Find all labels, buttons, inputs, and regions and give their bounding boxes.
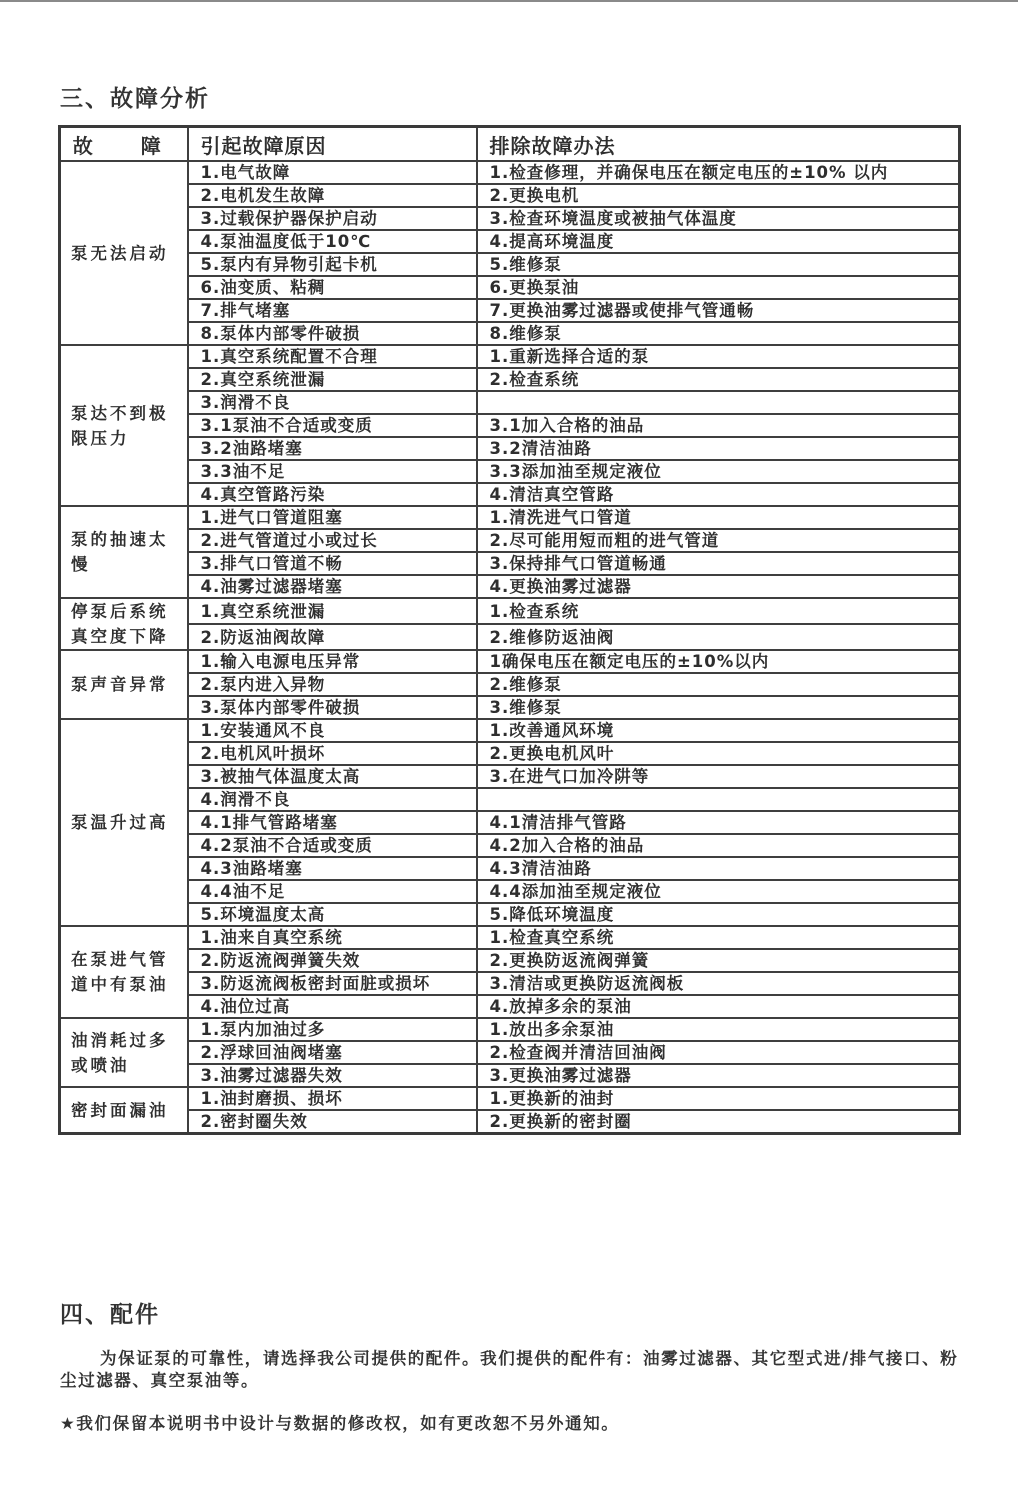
table-row	[60, 230, 960, 253]
cause-cell: 4.真空管路污染	[188, 483, 477, 506]
cause-cell: 1.油封磨损、损坏	[188, 1087, 477, 1110]
remedy-cell: 2.更换电机	[477, 184, 960, 207]
cause-cell: 4.润滑不良	[188, 788, 477, 811]
cause-cell: 2.电机发生故障	[188, 184, 477, 207]
cause-cell: 3.过载保护器保护启动	[188, 207, 477, 230]
cause-cell: 1.输入电源电压异常	[188, 650, 477, 673]
remedy-cell: 1.更换新的油封	[477, 1087, 960, 1110]
table-row	[60, 995, 960, 1018]
remedy-cell: 4.清洁真空管路	[477, 483, 960, 506]
fault-name-cell: 在泵进气管道中有泵油	[60, 926, 188, 1018]
cause-cell: 1.真空系统泄漏	[188, 598, 477, 624]
cause-cell: 3.排气口管道不畅	[188, 552, 477, 575]
table-row	[60, 437, 960, 460]
table-row	[60, 742, 960, 765]
cause-cell: 4.1排气管路堵塞	[188, 811, 477, 834]
remedy-cell: 4.1清洁排气管路	[477, 811, 960, 834]
table-row	[60, 788, 960, 811]
cause-cell: 3.泵体内部零件破损	[188, 696, 477, 719]
cause-cell: 3.防返流阀板密封面脏或损坏	[188, 972, 477, 995]
remedy-cell: 4.3清洁油路	[477, 857, 960, 880]
remedy-cell: 4.2加入合格的油品	[477, 834, 960, 857]
remedy-cell: 3.检查环境温度或被抽气体温度	[477, 207, 960, 230]
header-remedy: 排除故障办法	[477, 127, 960, 162]
cause-cell: 2.泵内进入异物	[188, 673, 477, 696]
cause-cell: 1.电气故障	[188, 161, 477, 184]
table-row	[60, 575, 960, 598]
table-row	[60, 184, 960, 207]
table-row	[60, 834, 960, 857]
remedy-cell	[477, 788, 960, 811]
table-row	[60, 529, 960, 552]
table-row	[60, 949, 960, 972]
remedy-cell: 5.降低环境温度	[477, 903, 960, 926]
fault-name-cell: 泵的抽速太慢	[60, 506, 188, 598]
remedy-cell: 1.重新选择合适的泵	[477, 345, 960, 368]
remedy-cell: 1.放出多余泵油	[477, 1018, 960, 1041]
table-body	[60, 161, 960, 1134]
cause-cell: 1.泵内加油过多	[188, 1018, 477, 1041]
cause-cell: 1.真空系统配置不合理	[188, 345, 477, 368]
cause-cell: 2.浮球回油阀堵塞	[188, 1041, 477, 1064]
cause-cell: 8.泵体内部零件破损	[188, 322, 477, 345]
cause-cell: 2.电机风叶损坏	[188, 742, 477, 765]
cause-cell: 4.3油路堵塞	[188, 857, 477, 880]
remedy-cell: 2.维修泵	[477, 673, 960, 696]
remedy-cell: 2.更换防返流阀弹簧	[477, 949, 960, 972]
header-cause: 引起故障原因	[188, 127, 477, 162]
cause-cell: 4.油雾过滤器堵塞	[188, 575, 477, 598]
table-row	[60, 414, 960, 437]
cause-cell: 4.油位过高	[188, 995, 477, 1018]
cause-cell: 3.油雾过滤器失效	[188, 1064, 477, 1087]
cause-cell: 3.润滑不良	[188, 391, 477, 414]
table-row	[60, 483, 960, 506]
remedy-cell: 7.更换油雾过滤器或使排气管通畅	[477, 299, 960, 322]
cause-cell: 2.真空系统泄漏	[188, 368, 477, 391]
fault-name-cell: 油消耗过多或喷油	[60, 1018, 188, 1087]
cause-cell: 3.2油路堵塞	[188, 437, 477, 460]
remedy-cell: 4.提高环境温度	[477, 230, 960, 253]
table-row	[60, 1087, 960, 1110]
cause-cell: 4.2泵油不合适或变质	[188, 834, 477, 857]
table-row	[60, 460, 960, 483]
remedy-cell: 2.维修防返油阀	[477, 624, 960, 650]
rights-notice: ★我们保留本说明书中设计与数据的修改权，如有更改恕不另外通知。	[60, 1414, 620, 1433]
section-title-fault-analysis: 三、故障分析	[60, 86, 210, 112]
remedy-cell: 3.1加入合格的油品	[477, 414, 960, 437]
table-row	[60, 322, 960, 345]
remedy-cell: 1.检查真空系统	[477, 926, 960, 949]
cause-cell: 2.防返流阀弹簧失效	[188, 949, 477, 972]
remedy-cell: 2.检查系统	[477, 368, 960, 391]
table-row	[60, 253, 960, 276]
table-row	[60, 903, 960, 926]
table-row	[60, 276, 960, 299]
remedy-cell: 1.清洗进气口管道	[477, 506, 960, 529]
page-top-rule	[0, 0, 1018, 2]
fault-name-cell: 泵声音异常	[60, 650, 188, 719]
table-row	[60, 765, 960, 788]
table-row	[60, 1018, 960, 1041]
cause-cell: 1.安装通风不良	[188, 719, 477, 742]
header-fault: 故 障	[60, 127, 188, 162]
table-row	[60, 299, 960, 322]
remedy-cell: 8.维修泵	[477, 322, 960, 345]
accessories-paragraph: 为保证泵的可靠性，请选择我公司提供的配件。我们提供的配件有：油雾过滤器、其它型式进/排气接口、粉尘过滤器、真空泵油等。	[60, 1349, 959, 1390]
table-row	[60, 1110, 960, 1134]
cause-cell: 2.进气管道过小或过长	[188, 529, 477, 552]
cause-cell: 4.泵油温度低于10℃	[188, 230, 477, 253]
remedy-cell: 3.清洁或更换防返流阀板	[477, 972, 960, 995]
fault-name-cell: 停泵后系统真空度下降	[60, 598, 188, 650]
remedy-cell: 4.4添加油至规定液位	[477, 880, 960, 903]
remedy-cell: 3.3添加油至规定液位	[477, 460, 960, 483]
table-row	[60, 598, 960, 624]
table-row	[60, 161, 960, 184]
cause-cell: 1.进气口管道阻塞	[188, 506, 477, 529]
cause-cell: 2.密封圈失效	[188, 1110, 477, 1134]
remedy-cell: 2.检查阀并清洁回油阀	[477, 1041, 960, 1064]
table-row	[60, 506, 960, 529]
table-row	[60, 1041, 960, 1064]
cause-cell: 4.4油不足	[188, 880, 477, 903]
table-row	[60, 1064, 960, 1087]
cause-cell: 3.3油不足	[188, 460, 477, 483]
table-row	[60, 391, 960, 414]
remedy-cell: 1.检查修理，并确保电压在额定电压的±10% 以内	[477, 161, 960, 184]
table-row	[60, 552, 960, 575]
cause-cell: 5.环境温度太高	[188, 903, 477, 926]
fault-name-cell: 泵无法启动	[60, 161, 188, 345]
cause-cell: 7.排气堵塞	[188, 299, 477, 322]
table-row	[60, 345, 960, 368]
table-row	[60, 368, 960, 391]
remedy-cell: 6.更换泵油	[477, 276, 960, 299]
remedy-cell: 4.更换油雾过滤器	[477, 575, 960, 598]
table-row	[60, 880, 960, 903]
remedy-cell: 2.更换新的密封圈	[477, 1110, 960, 1134]
remedy-cell: 3.更换油雾过滤器	[477, 1064, 960, 1087]
cause-cell: 6.油变质、粘稠	[188, 276, 477, 299]
fault-name-cell: 泵温升过高	[60, 719, 188, 926]
remedy-cell: 1确保电压在额定电压的±10%以内	[477, 650, 960, 673]
remedy-cell: 2.更换电机风叶	[477, 742, 960, 765]
remedy-cell: 1.改善通风环境	[477, 719, 960, 742]
remedy-cell: 5.维修泵	[477, 253, 960, 276]
table-row	[60, 624, 960, 650]
table-row	[60, 857, 960, 880]
remedy-cell: 3.在进气口加冷阱等	[477, 765, 960, 788]
fault-name-cell: 泵达不到极限压力	[60, 345, 188, 506]
table-row	[60, 650, 960, 673]
remedy-cell: 4.放掉多余的泵油	[477, 995, 960, 1018]
fault-name-cell: 密封面漏油	[60, 1087, 188, 1134]
table-row	[60, 696, 960, 719]
cause-cell: 5.泵内有异物引起卡机	[188, 253, 477, 276]
fault-analysis-table	[58, 125, 961, 1135]
remedy-cell	[477, 391, 960, 414]
cause-cell: 3.1泵油不合适或变质	[188, 414, 477, 437]
table-row	[60, 207, 960, 230]
remedy-cell: 1.检查系统	[477, 598, 960, 624]
table-row	[60, 673, 960, 696]
remedy-cell: 3.2清洁油路	[477, 437, 960, 460]
cause-cell: 1.油来自真空系统	[188, 926, 477, 949]
table-row	[60, 811, 960, 834]
remedy-cell: 3.维修泵	[477, 696, 960, 719]
cause-cell: 3.被抽气体温度太高	[188, 765, 477, 788]
cause-cell: 2.防返油阀故障	[188, 624, 477, 650]
table-row	[60, 972, 960, 995]
table-row	[60, 719, 960, 742]
section-title-accessories: 四、配件	[60, 1302, 160, 1328]
remedy-cell: 3.保持排气口管道畅通	[477, 552, 960, 575]
table-row	[60, 926, 960, 949]
table-header-row	[60, 127, 960, 162]
remedy-cell: 2.尽可能用短而粗的进气管道	[477, 529, 960, 552]
